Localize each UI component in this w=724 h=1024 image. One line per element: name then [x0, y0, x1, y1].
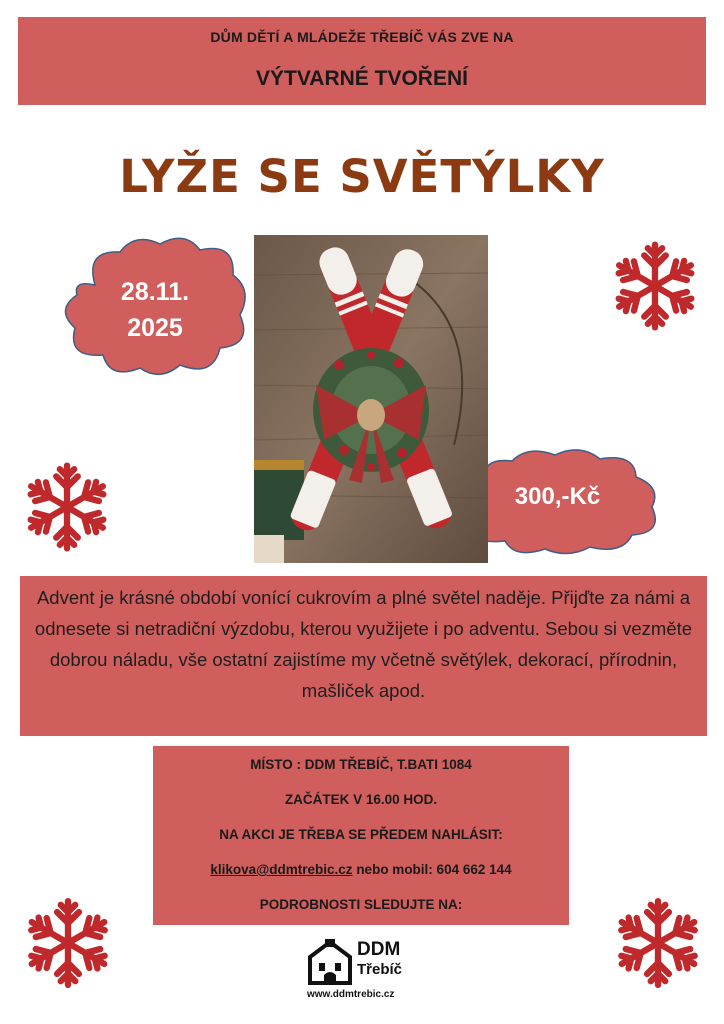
- snowflake-icon: [22, 893, 114, 993]
- snowflake-icon: [610, 236, 700, 336]
- snowflake-icon: [612, 893, 704, 993]
- ddm-logo[interactable]: [305, 937, 435, 1007]
- info-register: NA AKCI JE TŘEBA SE PŘEDEM NAHLÁSIT:: [219, 827, 503, 842]
- contact-email-link[interactable]: klikova@ddmtrebic.cz: [210, 862, 353, 877]
- description-text: Advent je krásné období vonící cukrovím a plné světel naděje. Přijďte za námi a odnesete si netradiční výzdobu, kterou využijete i po adventu. Sebou si vezměte dobrou náladu, vše ostatní zajistíme my včetně světýlek, dekorací, přírodnin, mašliček apod.: [34, 587, 693, 701]
- info-contact: [153, 862, 569, 877]
- event-date-year: 2025: [127, 314, 183, 342]
- banner-line1: DŮM DĚTÍ A MLÁDEŽE TŘEBÍČ VÁS ZVE NA: [210, 29, 514, 45]
- logo-name: DDM: [357, 939, 401, 960]
- info-details: PODROBNOSTI SLEDUJTE NA:: [259, 897, 463, 912]
- skis-photo: [254, 235, 488, 563]
- top-banner: [18, 17, 706, 105]
- info-start: ZAČÁTEK V 16.00 HOD.: [284, 792, 438, 807]
- snowflake-icon: [22, 457, 112, 557]
- price-label: 300,-Kč: [514, 483, 601, 510]
- event-date-day: 28.11.: [120, 278, 190, 306]
- logo-url[interactable]: www.ddmtrebic.cz: [307, 989, 395, 1000]
- info-place: MÍSTO : DDM TŘEBÍČ, T.BATI 1084: [250, 757, 472, 772]
- description-box: [20, 576, 707, 736]
- info-box: [153, 746, 569, 925]
- logo-city: Třebíč: [357, 961, 403, 978]
- date-cloud: [55, 230, 255, 380]
- banner-line2: VÝTVARNÉ TVOŘENÍ: [256, 67, 468, 90]
- house-logo-icon: [307, 939, 353, 985]
- event-date: [55, 274, 255, 346]
- page-title: LYŽE SE SVĚTÝLKY: [119, 150, 605, 203]
- contact-phone: nebo mobil: 604 662 144: [352, 862, 512, 877]
